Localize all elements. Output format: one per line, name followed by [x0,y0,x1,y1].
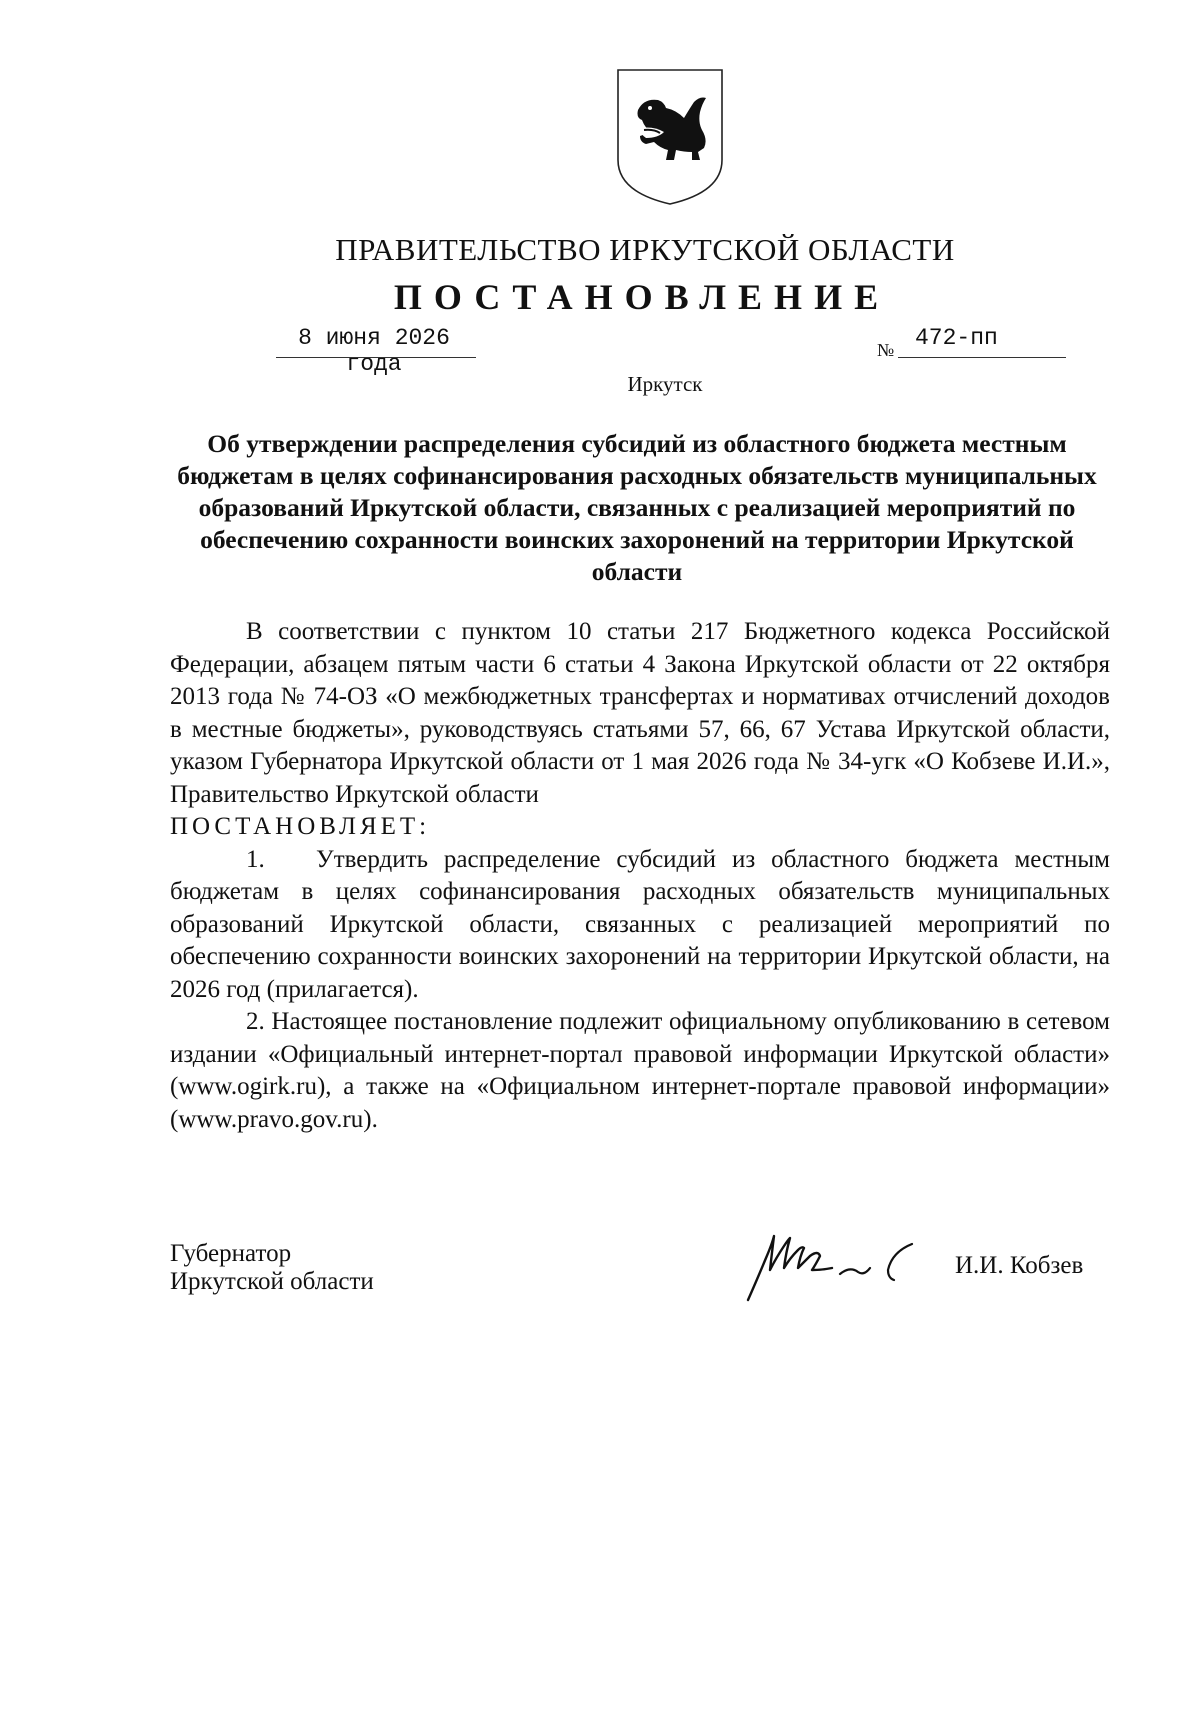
signer-position-line-2: Иркутской области [170,1268,374,1295]
item-1-number: 1. [246,845,265,873]
document-number: 472-пп [915,325,998,351]
signer-position-line-1: Губернатор [170,1240,292,1267]
item-1-text: Утвердить распределение субсидий из областного бюджета местным бюджетам в целях софинансирования расходных обязательств муниципальных образований Иркутской области, связанных с реализацией мероприятий по обеспечению сохранности воинских захоронений на территории Иркутской области, на 2026 год (прилагается). [170,845,1110,1003]
document-date: 8 июня 2026 года [298,325,450,377]
preamble-paragraph: В соответствии с пунктом 10 статьи 217 Бюджетного кодекса Российской Федерации, абзацем пятым части 6 статьи 4 Закона Иркутской области от 22 октября 2013 года № 74-ОЗ «О межбюджетных трансфертах и нормативах отчислений доходов в местные бюджеты», руководствуясь статьями 57, 66, 67 Устава Иркутской области, указом Губернатора Иркутской области от 1 мая 2026 года № 34-угк «О Кобзеве И.И.», Правительство Иркутской области [170,618,1110,808]
number-underline [898,357,1066,358]
item-2-paragraph: 2. Настоящее постановление подлежит официальному опубликованию в сетевом издании «Официальный интернет-портал правовой информации Иркутской области» (www.ogirk.ru), а также на «Официальном интернет-портале правовой информации» (www.pravo.gov.ru). [170,1008,1110,1133]
date-underline [276,357,476,358]
handwritten-signature [742,1222,928,1306]
document-title: Об утверждении распределения субсидий из областного бюджета местным бюджетам в целях софинансирования расходных обязательств муниципальных образований Иркутской области, связанных с реализацией мероприятий по обеспечению сохранности воинских захоронений на территории Иркутской области [177,429,1097,586]
signer-name: И.И. Кобзев [955,1252,1084,1279]
document-body [170,616,1110,1136]
organization-name: ПРАВИТЕЛЬСТВО ИРКУТСКОЙ ОБЛАСТИ [335,232,955,267]
coat-of-arms-icon [614,68,726,206]
document-type: ПОСТАНОВЛЕНИЕ [393,277,891,317]
signer-position [170,1240,374,1296]
decree-keyword: ПОСТАНОВЛЯЕТ: [170,813,431,840]
number-sign: № [877,340,895,360]
city-name: Иркутск [627,372,703,396]
item-1-paragraph [170,844,1110,1007]
